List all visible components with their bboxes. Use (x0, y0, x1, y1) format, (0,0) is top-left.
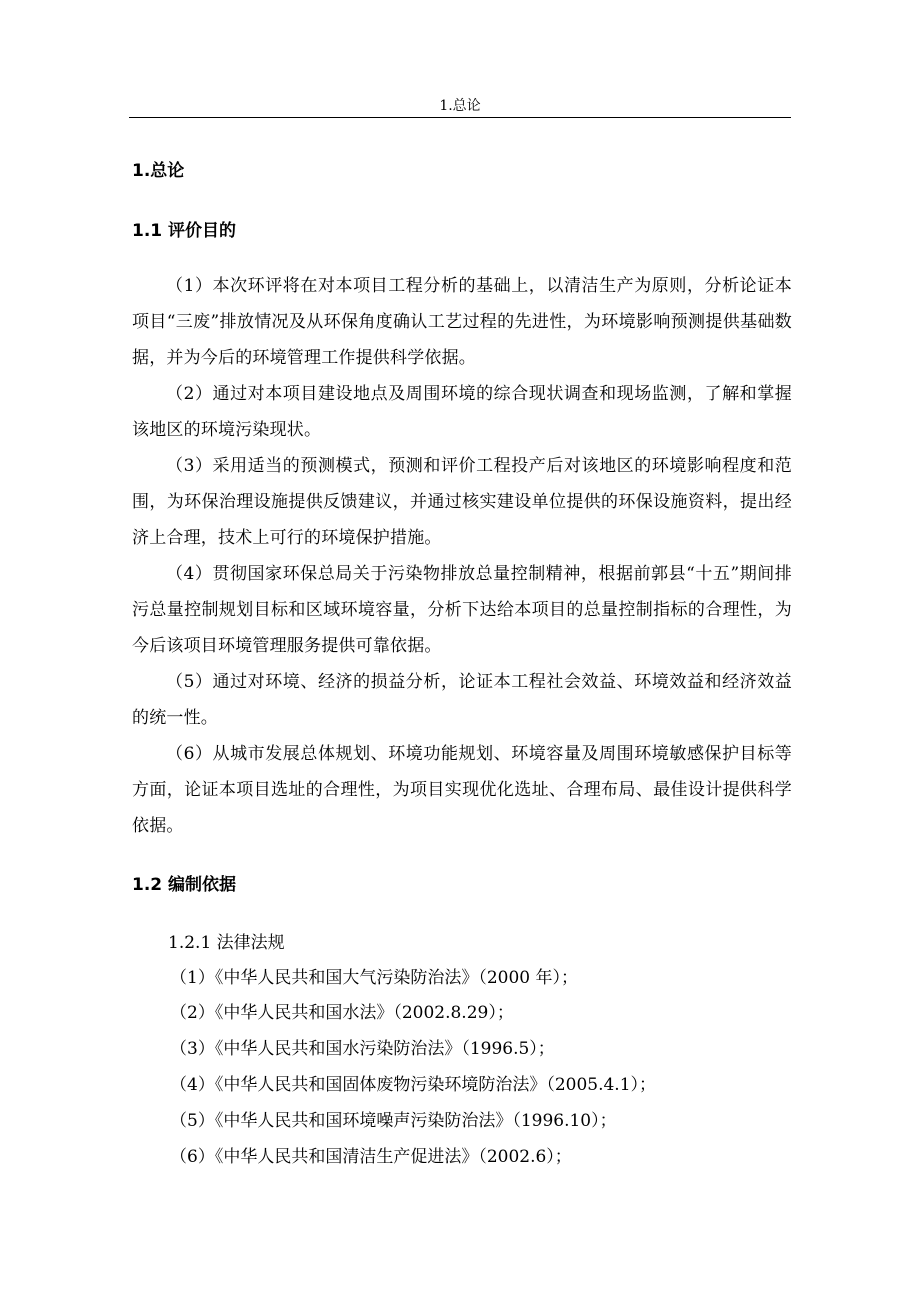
purpose-paragraph-3: （3）采用适当的预测模式，预测和评价工程投产后对该地区的环境影响程度和范围，为环保治理设施提供反馈建议，并通过核实建设单位提供的环保设施资料，提出经济上合理，技术上可行的环境保护措施。 (132, 456, 792, 548)
law-item: （6）《中华人民共和国清洁生产促进法》（2002.6）； (170, 1147, 572, 1167)
running-header: 1.总论 (439, 98, 481, 114)
header-rule (129, 117, 791, 118)
purpose-paragraph-1: （1）本次环评将在对本项目工程分析的基础上，以清洁生产为原则，分析论证本项目“三废”排放情况及从环保角度确认工艺过程的先进性，为环境影响预测提供基础数据，并为今后的环境管理工作提供科学依据。 (132, 276, 792, 368)
chapter-title: 1.总论 (132, 161, 185, 181)
law-item: （2）《中华人民共和国水法》（2002.8.29）； (170, 1003, 514, 1023)
section-title-purpose: 1.1 评价目的 (132, 221, 237, 241)
purpose-paragraph-2: （2）通过对本项目建设地点及周围环境的综合现状调查和现场监测，了解和掌握该地区的环境污染现状。 (132, 384, 792, 440)
section-title-basis: 1.2 编制依据 (132, 875, 237, 895)
law-item: （1）《中华人民共和国大气污染防治法》（2000 年）； (170, 968, 578, 988)
purpose-paragraph-6: （6）从城市发展总体规划、环境功能规划、环境容量及周围环境敏感保护目标等方面，论证本项目选址的合理性，为项目实现优化选址、合理布局、最佳设计提供科学依据。 (132, 744, 792, 836)
law-item: （3）《中华人民共和国水污染防治法》（1996.5）； (170, 1039, 555, 1059)
law-item: （4）《中华人民共和国固体废物污染环境防治法》（2005.4.1）； (170, 1075, 657, 1095)
purpose-paragraph-5: （5）通过对环境、经济的损益分析，论证本工程社会效益、环境效益和经济效益的统一性。 (132, 672, 792, 728)
subsection-title-laws: 1.2.1 法律法规 (168, 933, 285, 953)
purpose-paragraph-4: （4）贯彻国家环保总局关于污染物排放总量控制精神，根据前郭县“十五”期间排污总量控制规划目标和区域环境容量，分析下达给本项目的总量控制指标的合理性，为今后该项目环境管理服务提供可靠依据。 (132, 564, 792, 656)
law-item: （5）《中华人民共和国环境噪声污染防治法》（1996.10）； (170, 1111, 617, 1131)
